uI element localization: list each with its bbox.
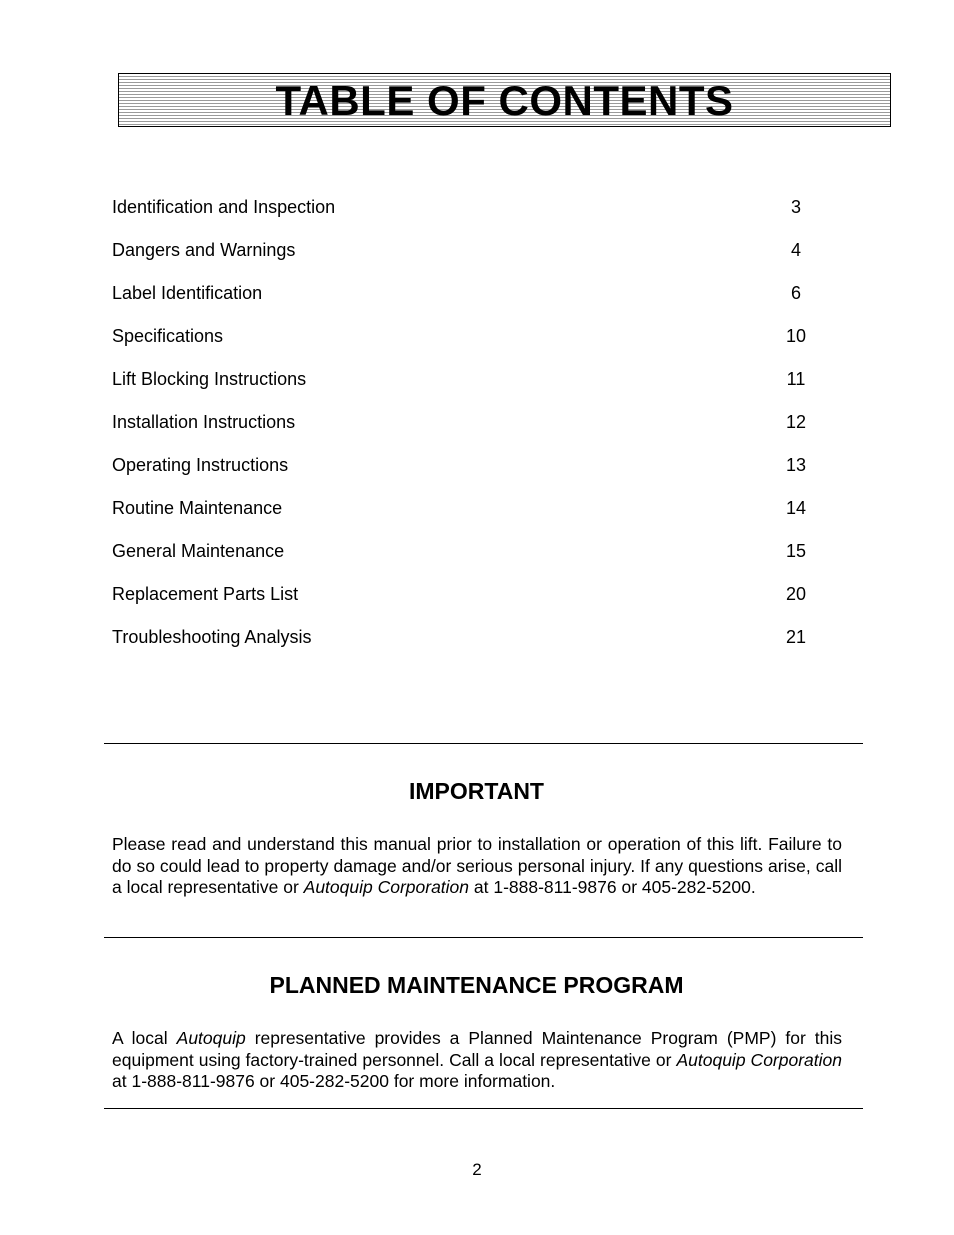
toc-entry-label: Label Identification [112, 283, 263, 303]
toc-entry [112, 322, 812, 365]
pmp-company: Autoquip Corporation [676, 1049, 842, 1070]
toc-entry-page: 14 [785, 498, 807, 518]
toc-entry [112, 193, 812, 236]
toc-entry-label: Routine Maintenance [112, 498, 283, 518]
important-paragraph [112, 834, 842, 899]
toc-entry-page: 3 [790, 197, 801, 217]
important-text-1: Please read and understand this manual prior to installation or operation of this lift. Failure to do so could lead to property damage and/or serious personal injury. If any questions arise, call a local representative or [112, 834, 842, 897]
toc-entry-page: 6 [790, 283, 801, 303]
pmp-paragraph [112, 1028, 842, 1093]
toc-entry-label: General Maintenance [112, 541, 285, 561]
toc-entry [112, 236, 812, 279]
toc-entry [112, 623, 812, 666]
divider [104, 937, 863, 938]
page-number: 2 [472, 1160, 482, 1179]
toc-entry [112, 580, 812, 623]
toc-entry-page: 4 [790, 240, 801, 260]
pmp-text-3: at 1-888-811-9876 or 405-282-5200 for more information. [112, 1071, 556, 1091]
page-title: TABLE OF CONTENTS [275, 77, 734, 124]
toc-entry-label: Operating Instructions [112, 455, 289, 475]
important-company: Autoquip Corporation [303, 877, 470, 897]
pmp-text-1: A local [112, 1028, 177, 1048]
important-heading: IMPORTANT [408, 778, 544, 804]
toc-entry-label: Identification and Inspection [112, 197, 336, 217]
toc-entry-page: 11 [786, 369, 806, 389]
toc-entry [112, 279, 812, 322]
divider [104, 743, 863, 744]
toc-entry-label: Troubleshooting Analysis [112, 627, 312, 647]
toc-entry [112, 451, 812, 494]
toc-entry-page: 10 [785, 326, 807, 346]
toc-entry-label: Specifications [112, 326, 224, 346]
important-text-2: at 1-888-811-9876 or 405-282-5200. [469, 877, 756, 897]
toc-entry-label: Dangers and Warnings [112, 240, 296, 260]
toc-entry [112, 537, 812, 580]
toc-entry-label: Replacement Parts List [112, 584, 299, 604]
pmp-text-2: representative provides a Planned Maintenance Program (PMP) for this equipment using factory-trained personnel. Call a local representative or [112, 1028, 842, 1070]
toc-entry-page: 21 [785, 627, 807, 647]
toc-entry-page: 13 [785, 455, 807, 475]
toc-entry-label: Lift Blocking Instructions [112, 369, 307, 389]
divider [104, 1108, 863, 1109]
toc-entry [112, 365, 812, 408]
pmp-heading: PLANNED MAINTENANCE PROGRAM [269, 972, 684, 998]
toc-list [112, 193, 812, 666]
toc-entry [112, 494, 812, 537]
toc-entry-label: Installation Instructions [112, 412, 296, 432]
toc-entry-page: 20 [785, 584, 807, 604]
toc-entry [112, 408, 812, 451]
toc-entry-page: 12 [785, 412, 807, 432]
toc-entry-page: 15 [785, 541, 807, 561]
pmp-brand: Autoquip [176, 1028, 246, 1048]
title-banner [118, 73, 891, 127]
